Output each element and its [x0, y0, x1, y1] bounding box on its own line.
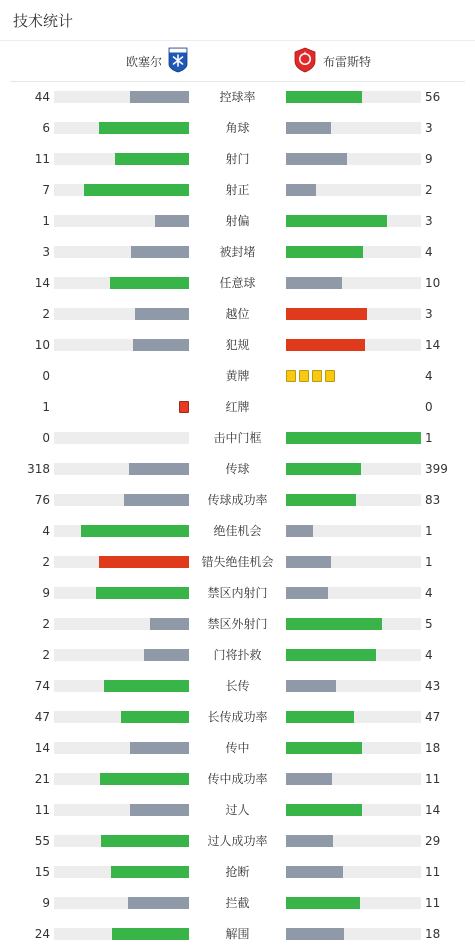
away-bar-track [286, 928, 421, 940]
home-bar-fill [150, 618, 189, 630]
away-bar-fill [286, 339, 365, 351]
away-bar-track [286, 804, 421, 816]
away-bar-fill [286, 122, 331, 134]
home-value: 0 [42, 431, 50, 445]
stat-label: 解围 [225, 927, 250, 941]
stat-label: 越位 [225, 307, 250, 321]
home-bar-track [54, 556, 189, 568]
away-value: 5 [425, 617, 433, 631]
away-bar-track [286, 556, 421, 568]
red-card-icon [179, 401, 189, 413]
home-value: 55 [34, 834, 50, 848]
stat-row [0, 577, 475, 608]
stat-row [0, 608, 475, 639]
home-cards [179, 401, 189, 414]
stat-label: 长传 [225, 679, 250, 693]
home-value: 2 [42, 617, 50, 631]
stat-row [0, 794, 475, 825]
home-bar-track [54, 494, 189, 506]
home-bar-fill [130, 742, 189, 754]
home-bar-track [54, 928, 189, 940]
away-value: 3 [425, 307, 433, 321]
away-value: 83 [425, 493, 441, 507]
home-bar-track [54, 680, 189, 692]
home-bar-track [54, 835, 189, 847]
away-value: 14 [425, 338, 441, 352]
home-value: 11 [34, 803, 50, 817]
away-bar-fill [286, 587, 328, 599]
teams-bar [10, 41, 465, 82]
home-bar-track [54, 742, 189, 754]
brest-crest-icon [293, 47, 317, 76]
home-value: 6 [42, 121, 50, 135]
away-bar-fill [286, 556, 331, 568]
away-bar-fill [286, 153, 347, 165]
stat-label: 控球率 [219, 90, 256, 104]
away-bar-track [286, 277, 421, 289]
stat-row [0, 329, 475, 360]
away-team[interactable] [293, 41, 371, 81]
stat-label: 禁区外射门 [207, 617, 268, 631]
home-value: 1 [42, 400, 50, 414]
away-bar-fill [286, 742, 362, 754]
home-bar-fill [133, 339, 189, 351]
away-bar-fill [286, 680, 336, 692]
home-value: 24 [34, 927, 50, 941]
stat-row [0, 112, 475, 143]
away-bar-track [286, 773, 421, 785]
stats-header [0, 0, 475, 41]
auxerre-crest-icon [168, 47, 188, 76]
away-bar-track [286, 742, 421, 754]
away-bar-fill [286, 773, 332, 785]
away-bar-track [286, 122, 421, 134]
home-bar-fill [101, 835, 189, 847]
away-value: 29 [425, 834, 441, 848]
home-value: 1 [42, 214, 50, 228]
home-bar-fill [135, 308, 189, 320]
home-bar-fill [130, 91, 189, 103]
away-bar-track [286, 246, 421, 258]
home-value: 74 [34, 679, 50, 693]
home-value: 3 [42, 245, 50, 259]
away-value: 43 [425, 679, 441, 693]
stat-list [0, 81, 475, 949]
stat-label: 抢断 [225, 865, 250, 879]
home-bar-fill [111, 866, 189, 878]
away-cards [286, 370, 335, 383]
away-bar-fill [286, 432, 421, 444]
stat-label: 传中成功率 [207, 772, 268, 786]
away-bar-track [286, 587, 421, 599]
away-value: 9 [425, 152, 433, 166]
home-bar-track [54, 184, 189, 196]
home-value: 76 [34, 493, 50, 507]
stat-label: 射门 [225, 152, 250, 166]
home-bar-track [54, 649, 189, 661]
stat-label: 传球成功率 [207, 493, 268, 507]
home-value: 15 [34, 865, 50, 879]
stat-row [0, 701, 475, 732]
away-bar-fill [286, 711, 354, 723]
home-bar-track [54, 618, 189, 630]
away-bar-track [286, 866, 421, 878]
stat-label: 黄牌 [225, 369, 250, 383]
stat-row [0, 484, 475, 515]
home-bar-fill [99, 122, 189, 134]
away-bar-fill [286, 649, 376, 661]
away-value: 18 [425, 927, 441, 941]
stat-row [0, 236, 475, 267]
home-value: 0 [42, 369, 50, 383]
stat-label: 绝佳机会 [213, 524, 262, 538]
away-value: 4 [425, 586, 433, 600]
home-team-name: 欧塞尔 [125, 54, 162, 69]
stat-row [0, 391, 475, 422]
stat-row [0, 887, 475, 918]
home-value: 10 [34, 338, 50, 352]
home-bar-fill [100, 773, 189, 785]
home-bar-fill [112, 928, 189, 940]
home-value: 2 [42, 307, 50, 321]
away-value: 3 [425, 121, 433, 135]
away-bar-fill [286, 866, 343, 878]
away-bar-track [286, 618, 421, 630]
away-bar-track [286, 184, 421, 196]
home-value: 11 [34, 152, 50, 166]
away-value: 11 [425, 772, 441, 786]
home-bar-fill [144, 649, 189, 661]
away-bar-fill [286, 91, 362, 103]
away-bar-track [286, 711, 421, 723]
away-bar-track [286, 525, 421, 537]
stat-row [0, 763, 475, 794]
stat-label: 禁区内射门 [207, 586, 268, 600]
away-bar-fill [286, 215, 387, 227]
away-bar-track [286, 308, 421, 320]
stat-label: 犯规 [225, 338, 250, 352]
home-bar-track [54, 432, 189, 444]
away-bar-fill [286, 525, 313, 537]
stat-row [0, 422, 475, 453]
away-bar-track [286, 835, 421, 847]
stat-row [0, 143, 475, 174]
home-bar-track [54, 587, 189, 599]
away-value: 4 [425, 648, 433, 662]
away-bar-fill [286, 897, 360, 909]
stat-label: 拦截 [225, 896, 250, 910]
home-bar-track [54, 525, 189, 537]
home-value: 44 [34, 90, 50, 104]
stat-row [0, 732, 475, 763]
away-bar-fill [286, 928, 344, 940]
away-bar-track [286, 339, 421, 351]
stat-row [0, 205, 475, 236]
stat-row [0, 670, 475, 701]
away-value: 1 [425, 431, 433, 445]
away-bar-fill [286, 463, 361, 475]
away-bar-fill [286, 308, 367, 320]
yellow-card-icon [299, 370, 309, 382]
home-bar-track [54, 277, 189, 289]
away-bar-fill [286, 246, 363, 258]
home-bar-fill [130, 804, 189, 816]
home-bar-fill [121, 711, 189, 723]
away-value: 14 [425, 803, 441, 817]
stat-row [0, 918, 475, 949]
stat-label: 被封堵 [219, 245, 256, 259]
home-team[interactable] [126, 41, 188, 81]
stat-row [0, 360, 475, 391]
home-value: 9 [42, 896, 50, 910]
away-value: 4 [425, 245, 433, 259]
away-value: 1 [425, 555, 433, 569]
home-bar-fill [84, 184, 189, 196]
stat-label: 传球 [225, 462, 250, 476]
yellow-card-icon [286, 370, 296, 382]
away-bar-track [286, 215, 421, 227]
home-bar-fill [131, 246, 189, 258]
home-bar-fill [129, 463, 189, 475]
stat-row [0, 81, 475, 112]
home-bar-fill [96, 587, 189, 599]
stat-row [0, 174, 475, 205]
stat-label: 射正 [225, 183, 250, 197]
stat-label: 长传成功率 [207, 710, 268, 724]
home-bar-track [54, 339, 189, 351]
home-bar-track [54, 866, 189, 878]
home-bar-track [54, 215, 189, 227]
stat-label: 传中 [225, 741, 250, 755]
home-value: 47 [34, 710, 50, 724]
home-value: 2 [42, 648, 50, 662]
home-bar-fill [115, 153, 189, 165]
home-bar-fill [110, 277, 189, 289]
away-value: 1 [425, 524, 433, 538]
home-value: 14 [34, 741, 50, 755]
stat-label: 任意球 [219, 276, 256, 290]
home-bar-fill [155, 215, 189, 227]
home-value: 4 [42, 524, 50, 538]
stat-label: 过人 [225, 803, 250, 817]
home-bar-track [54, 153, 189, 165]
home-bar-fill [99, 556, 189, 568]
page-title: 技术统计 [13, 11, 74, 30]
stat-label: 角球 [225, 121, 250, 135]
away-value: 10 [425, 276, 441, 290]
stat-row [0, 856, 475, 887]
away-bar-track [286, 432, 421, 444]
away-bar-track [286, 463, 421, 475]
away-value: 2 [425, 183, 433, 197]
home-value: 2 [42, 555, 50, 569]
home-bar-track [54, 804, 189, 816]
home-bar-track [54, 122, 189, 134]
stat-row [0, 515, 475, 546]
home-value: 14 [34, 276, 50, 290]
stat-row [0, 267, 475, 298]
home-bar-track [54, 897, 189, 909]
away-bar-track [286, 494, 421, 506]
stat-row [0, 546, 475, 577]
away-bar-fill [286, 184, 316, 196]
stat-row [0, 453, 475, 484]
away-team-name: 布雷斯特 [323, 54, 372, 69]
away-bar-track [286, 680, 421, 692]
stat-row [0, 825, 475, 856]
home-bar-track [54, 773, 189, 785]
stat-label: 射偏 [225, 214, 250, 228]
stat-row [0, 639, 475, 670]
home-value: 7 [42, 183, 50, 197]
away-bar-fill [286, 804, 362, 816]
away-value: 399 [425, 462, 448, 476]
away-value: 4 [425, 369, 433, 383]
home-bar-track [54, 246, 189, 258]
away-value: 47 [425, 710, 441, 724]
home-value: 318 [27, 462, 50, 476]
away-bar-fill [286, 277, 342, 289]
home-bar-track [54, 463, 189, 475]
away-value: 0 [425, 400, 433, 414]
home-bar-fill [128, 897, 189, 909]
away-bar-fill [286, 835, 333, 847]
away-value: 11 [425, 896, 441, 910]
home-bar-track [54, 91, 189, 103]
home-bar-track [54, 308, 189, 320]
home-value: 21 [34, 772, 50, 786]
home-value: 9 [42, 586, 50, 600]
yellow-card-icon [325, 370, 335, 382]
home-bar-fill [104, 680, 189, 692]
stat-label: 过人成功率 [207, 834, 268, 848]
stat-label: 门将扑救 [213, 648, 262, 662]
stat-row [0, 298, 475, 329]
away-value: 11 [425, 865, 441, 879]
stat-label: 红牌 [225, 400, 250, 414]
away-bar-track [286, 91, 421, 103]
home-bar-track [54, 711, 189, 723]
away-bar-track [286, 897, 421, 909]
away-bar-fill [286, 494, 356, 506]
away-bar-track [286, 649, 421, 661]
stat-label: 错失绝佳机会 [201, 555, 274, 569]
yellow-card-icon [312, 370, 322, 382]
home-bar-fill [124, 494, 189, 506]
away-value: 56 [425, 90, 441, 104]
home-bar-fill [81, 525, 189, 537]
away-value: 18 [425, 741, 441, 755]
away-bar-fill [286, 618, 382, 630]
away-bar-track [286, 153, 421, 165]
away-value: 3 [425, 214, 433, 228]
stat-label: 击中门框 [213, 431, 262, 445]
